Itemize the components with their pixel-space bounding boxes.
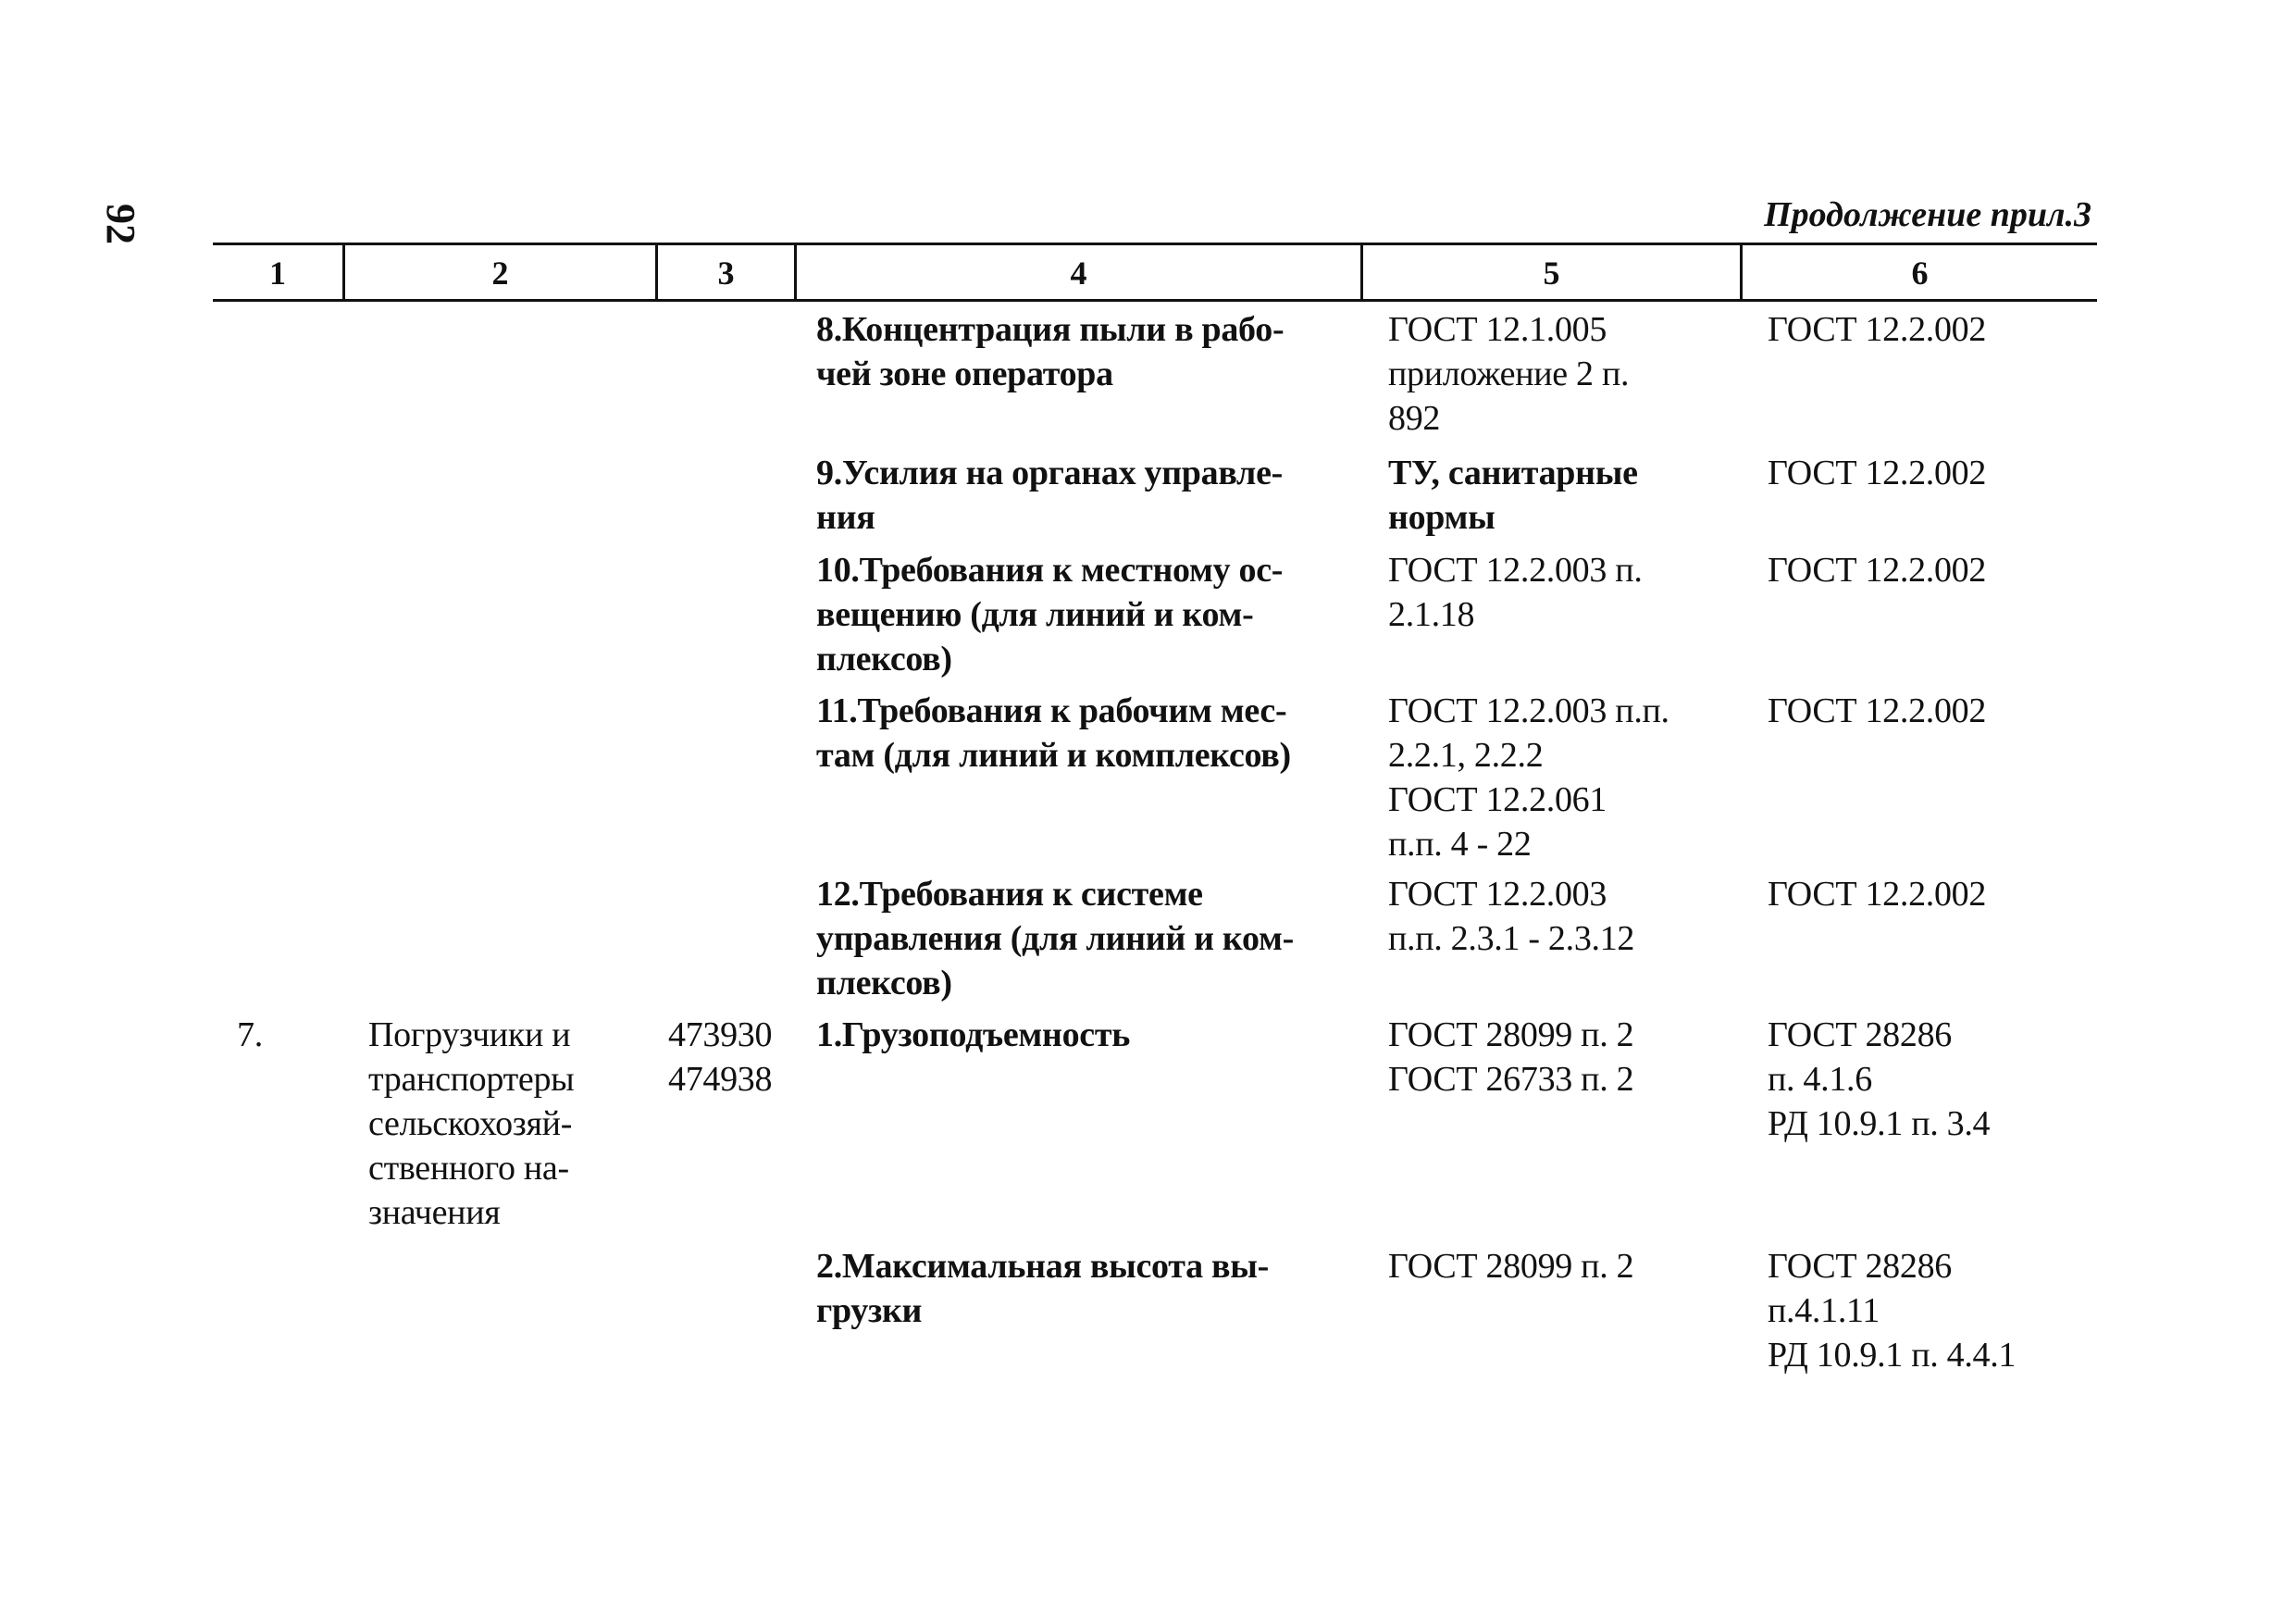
table-cell-standard: ГОСТ 12.2.002 — [1768, 310, 1987, 349]
header-col-2: 2 — [491, 255, 509, 292]
table-cell-requirement: 12.Требования к системе управления (для линий и ком- плексов) — [816, 875, 1294, 1002]
table-cell-method: ГОСТ 12.1.005 приложение 2 п. 892 — [1388, 310, 1630, 438]
table-cell-requirement: 1.Грузоподъемность — [816, 1015, 1131, 1054]
table-cell-requirement: 8.Концентрация пыли в рабо- чей зоне оператора — [816, 310, 1285, 393]
table-cell-number: 7. — [237, 1015, 263, 1054]
table-cell-method: ГОСТ 12.2.003 п. 2.1.18 — [1388, 551, 1643, 634]
header-col-3: 3 — [717, 255, 735, 292]
table-cell-standard: ГОСТ 12.2.002 — [1768, 454, 1987, 492]
requirements-table — [213, 243, 2097, 1446]
header-col-4: 4 — [1070, 255, 1087, 292]
table-cell-method: ТУ, санитарные нормы — [1388, 454, 1638, 537]
table-cell-method: ГОСТ 12.2.003 п.п. 2.2.1, 2.2.2 ГОСТ 12.2.061 п.п. 4 - 22 — [1388, 691, 1669, 864]
table-cell-method: ГОСТ 12.2.003 п.п. 2.3.1 - 2.3.12 — [1388, 875, 1635, 958]
table-cell-requirement: 9.Усилия на органах управле- ния — [816, 454, 1283, 537]
header-col-5: 5 — [1543, 255, 1560, 292]
header-col-1: 1 — [269, 255, 286, 292]
table-cell-product: Погрузчики и транспортеры сельскохозяй- ственного на- значения — [368, 1015, 575, 1232]
continuation-label: Продолжение прил.3 — [1764, 195, 2091, 234]
table-cell-code: 473930 474938 — [668, 1015, 773, 1099]
table-cell-standard: ГОСТ 12.2.002 — [1768, 875, 1987, 914]
table-cell-requirement: 11.Требования к рабочим мес- там (для линий и комплексов) — [816, 691, 1291, 775]
table-cell-requirement: 10.Требования к местному ос- вещению (для линий и ком- плексов) — [816, 551, 1284, 678]
table-cell-standard: ГОСТ 12.2.002 — [1768, 551, 1987, 590]
table-cell-standard: ГОСТ 28286 п.4.1.11 РД 10.9.1 п. 4.4.1 — [1768, 1247, 2017, 1375]
table-top-rule — [213, 243, 2097, 245]
page-number: 92 — [98, 204, 143, 244]
table-cell-standard: ГОСТ 28286 п. 4.1.6 РД 10.9.1 п. 3.4 — [1768, 1015, 1991, 1143]
header-col-6: 6 — [1911, 255, 1929, 292]
table-cell-method: ГОСТ 28099 п. 2 ГОСТ 26733 п. 2 — [1388, 1015, 1634, 1099]
table-cell-standard: ГОСТ 12.2.002 — [1768, 691, 1987, 730]
table-cell-method: ГОСТ 28099 п. 2 — [1388, 1247, 1634, 1286]
table-cell-requirement: 2.Максимальная высота вы- грузки — [816, 1247, 1269, 1330]
